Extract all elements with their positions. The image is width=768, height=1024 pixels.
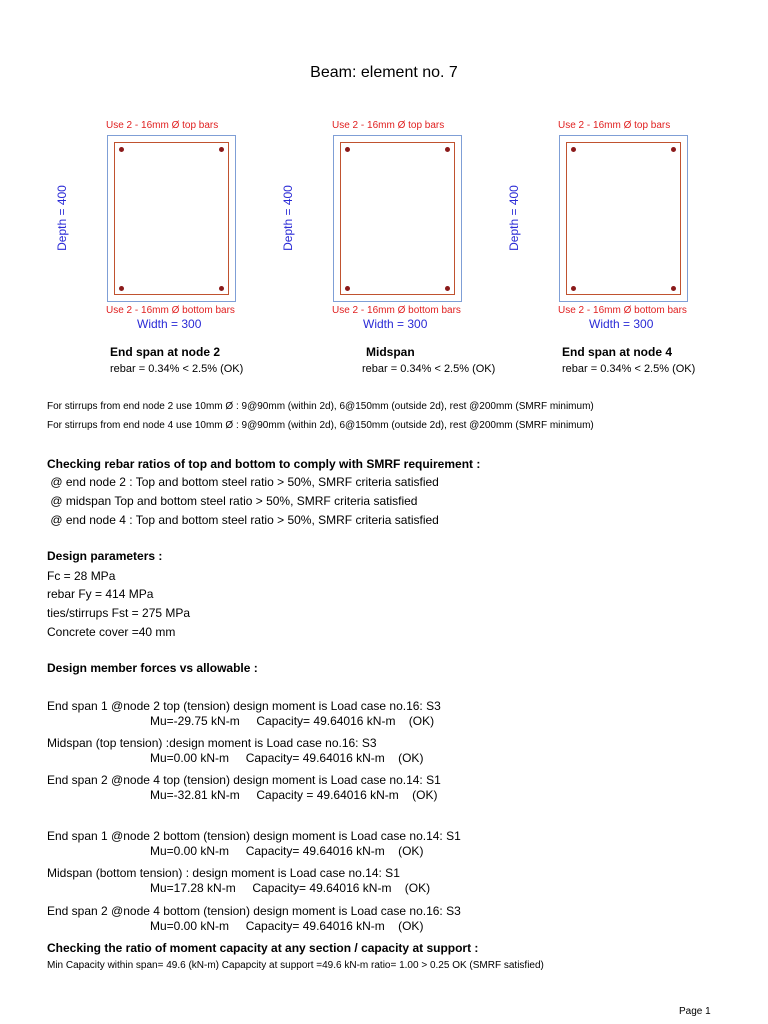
rebar-dot [445, 147, 450, 152]
section-name: Midspan [366, 345, 415, 359]
design-param: ties/stirrups Fst = 275 MPa [47, 606, 191, 620]
rebar-dot [671, 147, 676, 152]
rebar-dot [219, 286, 224, 291]
design-param: Concrete cover =40 mm [47, 625, 176, 639]
stirrup-outline [340, 142, 455, 295]
width-label: Width = 300 [363, 317, 428, 331]
design-param: Fc = 28 MPa [47, 569, 116, 583]
top-bars-label: Use 2 - 16mm Ø top bars [106, 120, 219, 131]
stirrup-line-node-4: For stirrups from end node 4 use 10mm Ø : 9@90mm (within 2d), 6@150mm (outside 2d), rest @200mm (SMRF minimum) [47, 420, 594, 431]
beam-section-node-2 [48, 118, 278, 383]
page-number: Page 1 [679, 1006, 711, 1017]
section-rebar-ratio: rebar = 0.34% < 2.5% (OK) [110, 363, 244, 375]
rebar-dot [345, 147, 350, 152]
force-value: Mu=17.28 kN-m Capacity= 49.64016 kN-m (OK) [150, 881, 431, 895]
force-line: End span 2 @node 4 top (tension) design moment is Load case no.14: S1 [47, 773, 441, 787]
design-params-heading: Design parameters : [47, 549, 163, 563]
rebar-dot [571, 147, 576, 152]
force-value: Mu=0.00 kN-m Capacity= 49.64016 kN-m (OK) [150, 919, 424, 933]
ratio-check-heading: Checking rebar ratios of top and bottom to comply with SMRF requirement : [47, 457, 481, 471]
design-param: rebar Fy = 414 MPa [47, 587, 154, 601]
top-bars-label: Use 2 - 16mm Ø top bars [558, 120, 671, 131]
depth-label: Depth = 400 [507, 185, 521, 251]
depth-label: Depth = 400 [281, 185, 295, 251]
ratio-check-line: @ end node 2 : Top and bottom steel ratio > 50%, SMRF criteria satisfied [47, 475, 439, 489]
section-name: End span at node 4 [562, 345, 673, 359]
forces-heading: Design member forces vs allowable : [47, 661, 258, 675]
stirrup-line-node-2: For stirrups from end node 2 use 10mm Ø : 9@90mm (within 2d), 6@150mm (outside 2d), rest @200mm (SMRF minimum) [47, 401, 594, 412]
rebar-dot [671, 286, 676, 291]
bottom-bars-label: Use 2 - 16mm Ø bottom bars [332, 305, 461, 316]
section-rebar-ratio: rebar = 0.34% < 2.5% (OK) [562, 363, 696, 375]
force-line: End span 1 @node 2 bottom (tension) design moment is Load case no.14: S1 [47, 829, 461, 843]
capacity-check-line: Min Capacity within span= 49.6 (kN-m) Capapcity at support =49.6 kN-m ratio= 1.00 > 0.25 OK (SMRF satisfied) [47, 960, 544, 971]
force-value: Mu=0.00 kN-m Capacity= 49.64016 kN-m (OK) [150, 751, 424, 765]
width-label: Width = 300 [137, 317, 202, 331]
bottom-bars-label: Use 2 - 16mm Ø bottom bars [106, 305, 235, 316]
rebar-dot [119, 147, 124, 152]
rebar-dot [219, 147, 224, 152]
force-line: End span 1 @node 2 top (tension) design moment is Load case no.16: S3 [47, 699, 441, 713]
beam-section-node-4 [500, 118, 730, 383]
force-value: Mu=-29.75 kN-m Capacity= 49.64016 kN-m (OK) [150, 714, 435, 728]
depth-label: Depth = 400 [55, 185, 69, 251]
force-line: Midspan (bottom tension) : design moment is Load case no.14: S1 [47, 866, 400, 880]
force-line: Midspan (top tension) :design moment is Load case no.16: S3 [47, 736, 377, 750]
width-label: Width = 300 [589, 317, 654, 331]
top-bars-label: Use 2 - 16mm Ø top bars [332, 120, 445, 131]
rebar-dot [119, 286, 124, 291]
page-title: Beam: element no. 7 [310, 64, 458, 81]
bottom-bars-label: Use 2 - 16mm Ø bottom bars [558, 305, 687, 316]
ratio-check-line: @ midspan Top and bottom steel ratio > 50%, SMRF criteria satisfied [47, 494, 418, 508]
force-line: End span 2 @node 4 bottom (tension) design moment is Load case no.16: S3 [47, 904, 461, 918]
beam-section-midspan [274, 118, 504, 383]
stirrup-outline [114, 142, 229, 295]
rebar-dot [445, 286, 450, 291]
capacity-check-heading: Checking the ratio of moment capacity at any section / capacity at support : [47, 941, 479, 955]
section-rebar-ratio: rebar = 0.34% < 2.5% (OK) [362, 363, 496, 375]
rebar-dot [571, 286, 576, 291]
ratio-check-line: @ end node 4 : Top and bottom steel ratio > 50%, SMRF criteria satisfied [47, 513, 439, 527]
rebar-dot [345, 286, 350, 291]
section-name: End span at node 2 [110, 345, 221, 359]
stirrup-outline [566, 142, 681, 295]
force-value: Mu=0.00 kN-m Capacity= 49.64016 kN-m (OK) [150, 844, 424, 858]
force-value: Mu=-32.81 kN-m Capacity = 49.64016 kN-m (OK) [150, 788, 438, 802]
